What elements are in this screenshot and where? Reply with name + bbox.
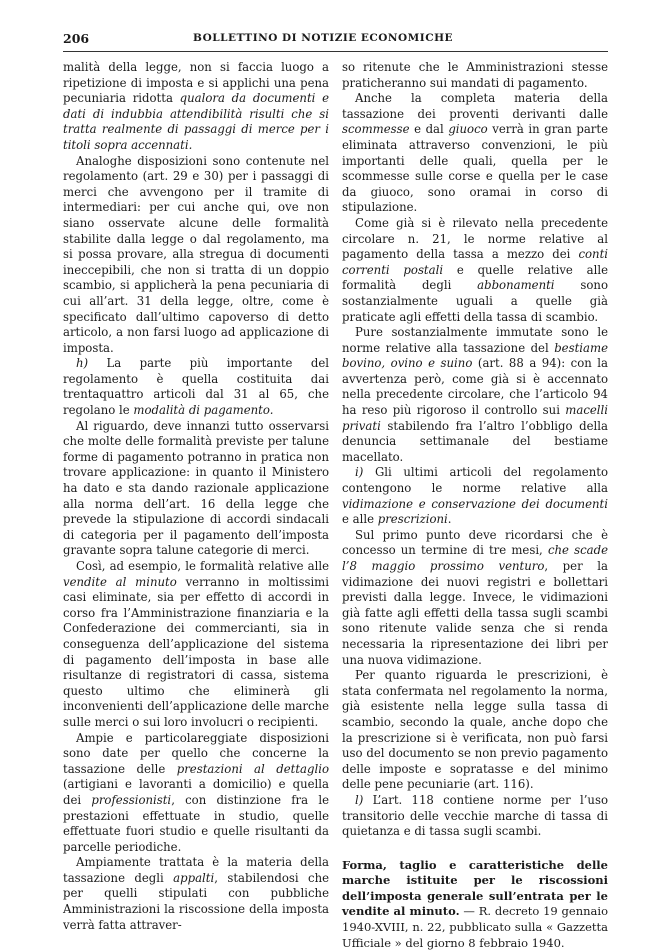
italic-text: giuoco — [448, 122, 488, 137]
running-header — [63, 31, 608, 49]
heading-bold: Forma, taglio e caratteristiche delle marche istituite per le riscossioni dell’imposta generale sull’entrata per le vendite al minuto. — [342, 857, 608, 919]
paragraph — [63, 60, 329, 154]
header-rule — [63, 51, 608, 52]
paragraph — [342, 91, 608, 216]
paragraph — [63, 154, 329, 357]
italic-text: macelli privati — [342, 403, 608, 433]
text-run: . — [447, 512, 452, 527]
text-run: Gli ultimi articoli del regolamento contengono le norme relative alla — [342, 465, 608, 496]
text-run: La parte più importante del regolamento è quella costituita dai trentaquattro articoli dal 31 al 65, che regolano le — [63, 356, 329, 418]
text-run: Anche la completa materia della tassazione dei proventi derivanti dalle — [342, 91, 608, 121]
text-run: (artigiani e lavoranti a domicilio) e quella dei — [63, 777, 329, 807]
italic-text: vendite al minuto — [63, 574, 177, 589]
paragraph — [63, 559, 329, 731]
paragraph — [63, 419, 329, 559]
italic-text: h) — [76, 356, 89, 371]
text-run: e alle — [342, 512, 378, 527]
text-run: so ritenute che le Amministrazioni stesse praticheranno sui mandati di pagamento. — [342, 60, 608, 90]
text-run: sono sostanzialmente uguali a quelle già praticate agli effetti della tassa di scambio. — [342, 278, 608, 324]
italic-text: qualora da documenti e dati di indubbia attendibilità risulti che si tratta realmente di passaggi di merce per i titoli sopra accennati. — [63, 91, 330, 152]
italic-text: che scade l’8 maggio prossimo venturo — [342, 543, 608, 573]
italic-text: prestazioni al dettaglio — [176, 761, 329, 776]
text-run: , per la vidimazione dei nuovi registri e bollettari previsti dalla legge. Invece, le vidimazioni già fatte agli effetti della tassa sugli scambi sono ritenute valide senza che si renda necessaria la ripresentazione dei libri per una nuova vidimazione. — [342, 559, 608, 667]
italic-text: appalti — [173, 870, 215, 885]
heading-tail: — R. decreto 19 gennaio 1940-XVIII, n. 22, pubblicato sulla « Gazzetta Ufficiale » del giorno 8 febbraio 1940. — [342, 904, 608, 950]
text-run: malità della legge, non si faccia luogo a ripetizione di imposta e si applichi una pena pecuniaria ridotta — [63, 60, 329, 106]
italic-text: professionisti — [91, 792, 172, 807]
text-run: verranno in moltissimi casi eliminate, sia per effetto di accordi in corso fra l’Amministrazione finanziaria e la Confederazione dei commercianti, sia in conseguenza dell’applicazione del sistema di pagamento dell’imposta in base alle risultanze di registratori di cassa, sistema questo ultimo che eliminerà gli inconvenienti dell’applicazione delle marche sulle merci o sui loro involucri o recipienti. — [63, 574, 330, 729]
text-run: Analoghe disposizioni sono contenute nel regolamento (art. 29 e 30) per i passaggi di merci che avvengono per il tramite di intermediari: per cui anche qui, ove non siano osservate alcune delle formalità stabilite dalla legge o dal regolamento, ma si possa provare, alla stregua di documenti ineccepibili, che non si tratta di un doppio scambio, si applicherà la pena pecuniaria di cui all’art. 31 della legge, oltre, come è specificato dall’ultimo capoverso di detto articolo, a non farsi luogo ad applicazione di imposta. — [63, 153, 329, 355]
text-run: Al riguardo, deve innanzi tutto osservarsi che molte delle formalità previste per talune forme di pagamento potranno in pratica non trovare applicazione: in quanto il Ministero ha dato e sta dando razionale applicazione alla norma dell’art. 16 della legge che prevede la stipulazione di accordi sindacali di categoria per il pagamento dell’imposta gravante sopra talune categorie di merci. — [63, 418, 329, 558]
italic-text: i) — [355, 465, 364, 480]
italic-text: conti correnti postali — [342, 247, 608, 277]
paragraph — [342, 60, 608, 91]
text-run: (art. 88 a 94): con la avvertenza però, come già si è accennato nella precedente circolare, che l’articolo 94 ha reso più rigoroso il controllo sui — [342, 356, 609, 418]
page-number: 206 — [63, 31, 90, 46]
italic-text: vidimazione e conservazione dei documenti — [342, 496, 608, 511]
text-run: Sul primo punto deve ricordarsi che è concesso un termine di tre mesi, — [342, 527, 608, 558]
text-run: verrà in gran parte eliminata attraverso convenzioni, le più importanti delle quali, quella per le scommesse sulle corse e quella per le case da giuoco, sono oramai in corso di stipulazione. — [342, 122, 608, 215]
text-run: Ampiamente trattata è la materia della tassazione degli — [63, 855, 329, 885]
section-heading — [342, 858, 608, 951]
paragraph — [63, 731, 329, 856]
right-column — [342, 60, 608, 951]
paragraph — [63, 356, 329, 418]
paragraph — [342, 465, 608, 527]
italic-text: prescrizioni — [377, 512, 448, 527]
paragraph — [342, 528, 608, 668]
text-run: , stabilendosi che per quelli stipulati con pubbliche Amministrazioni la riscossione della imposta verrà fatta attraver- — [63, 870, 330, 932]
running-title: BOLLETTINO DI NOTIZIE ECONOMICHE — [193, 32, 453, 44]
paragraph — [342, 793, 608, 840]
text-run: Pure sostanzialmente immutate sono le norme relative alla tassazione del — [342, 325, 608, 355]
text-run: Per quanto riguarda le prescrizioni, è stata confermata nel regolamento la norma, già esistente nella legge sulla tassa di scambio, secondo la quale, anche dopo che la prescrizione si è verificata, non può farsi uso del documento se non previo pagamento delle imposte e sopratasse e del minimo delle pene pecuniarie (art. 116). — [342, 668, 608, 792]
text-run: Ampie e particolareggiate disposizioni sono date per quello che concerne la tassazione delle — [63, 730, 329, 776]
text-run: , con distinzione fra le prestazioni effettuate in studio, quelle effettuate fuori studio e quelle risultanti da parcelle periodiche. — [63, 792, 329, 854]
text-run: stabilendo fra l’altro l’obbligo della denuncia settimanale del bestiame macellato. — [342, 418, 608, 464]
italic-text: abbonamenti — [477, 278, 555, 293]
text-run: Così, ad esempio, le formalità relative alle — [76, 559, 329, 573]
left-column — [63, 60, 329, 933]
paragraph — [342, 668, 608, 793]
italic-text: scommesse — [342, 122, 410, 137]
text-run: e quelle relative alle formalità degli — [342, 262, 608, 293]
italic-text: l) — [355, 792, 364, 807]
paragraph — [342, 325, 608, 465]
italic-text: bestiame bovino, ovino e suino — [342, 340, 608, 371]
paragraph — [63, 855, 329, 933]
paragraph — [342, 216, 608, 325]
text-run: Come già si è rilevato nella precedente circolare n. 21, le norme relative al pagamento della tassa a mezzo dei — [342, 215, 608, 262]
text-run: e dal — [409, 122, 449, 137]
text-run: L’art. 118 contiene norme per l’uso transitorio delle vecchie marche di tassa di quietanza e di tassa sugli scambi. — [342, 792, 608, 839]
italic-text: modalità di pagamento. — [133, 403, 274, 418]
